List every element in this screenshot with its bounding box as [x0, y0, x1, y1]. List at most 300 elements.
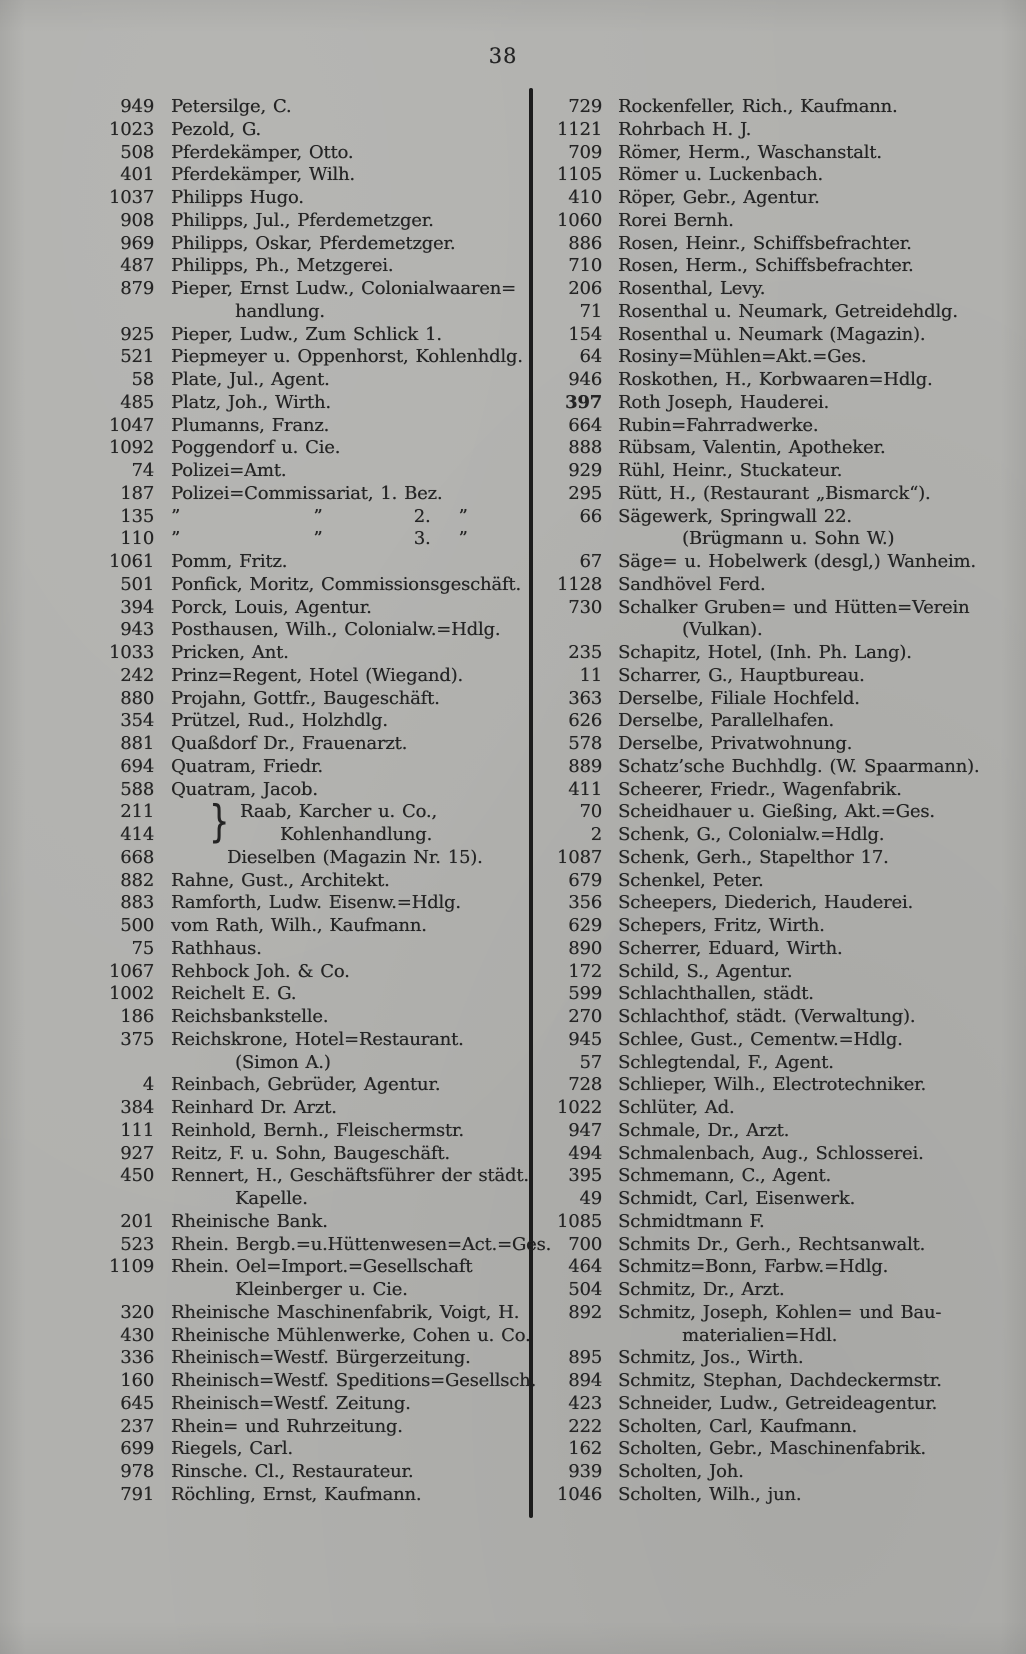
entry-text: Schlegtendal, F., Agent.: [618, 1051, 834, 1073]
entry-text: Reinhard Dr. Arzt.: [171, 1097, 337, 1118]
directory-entry: [552, 415, 1014, 438]
directory-entry: [552, 756, 1014, 779]
directory-entry: [84, 210, 530, 233]
directory-entry: [84, 915, 530, 938]
entry-text: Reinbach, Gebrüder, Agentur.: [171, 1074, 441, 1096]
directory-entry: [84, 1279, 530, 1302]
directory-entry: [84, 983, 530, 1006]
entry-number: 75: [131, 937, 154, 959]
entry-number: 1105: [556, 164, 602, 186]
entry-text: Roth Joseph, Hauderei.: [618, 391, 829, 413]
entry-number: 947: [568, 1119, 602, 1141]
entry-text: Scherrer, Eduard, Wirth.: [618, 937, 843, 959]
directory-entry: [84, 233, 530, 256]
entry-text: Dieselben (Magazin Nr. 15).: [227, 846, 483, 868]
directory-entry: [552, 210, 1014, 233]
entry-text: Porck, Louis, Agentur.: [171, 596, 372, 618]
entry-number: 508: [120, 141, 154, 163]
entry-number: 929: [568, 460, 602, 481]
directory-entry: [84, 278, 530, 301]
directory-entry: [84, 779, 530, 802]
entry-text: Schalker Gruben= und Hütten=Verein: [618, 596, 970, 618]
entry-text: Schenk, Gerh., Stapelthor 17.: [618, 846, 889, 868]
entry-number: 110: [120, 528, 154, 550]
entry-text: Rockenfeller, Rich., Kaufmann.: [618, 96, 898, 117]
entry-number: 1067: [108, 960, 154, 982]
directory-entry: [552, 301, 1014, 324]
entry-text: Quatram, Jacob.: [171, 778, 318, 800]
directory-entry: [84, 369, 530, 392]
entry-text: Pezold, G.: [171, 118, 261, 140]
directory-entry: [84, 597, 530, 620]
entry-number: 49: [579, 1188, 602, 1209]
entry-text: Schmemann, C., Agent.: [618, 1165, 831, 1187]
entry-number: 1023: [108, 118, 154, 140]
directory-entry: [552, 597, 1014, 620]
entry-text: Schild, S., Agentur.: [618, 960, 793, 982]
entry-text: Rheinische Mühlenwerke, Cohen u. Co.: [171, 1324, 531, 1346]
entry-number: 521: [120, 346, 154, 368]
directory-entry: [84, 506, 530, 529]
entry-text: Piepmeyer u. Oppenhorst, Kohlenhdlg.: [171, 346, 523, 368]
entry-number: 394: [120, 596, 154, 618]
entry-number: 1047: [108, 414, 154, 436]
entry-number: 700: [568, 1233, 602, 1255]
entry-number: 206: [568, 278, 602, 299]
directory-entry: [84, 824, 530, 847]
directory-entry: [84, 1029, 530, 1052]
entry-text: Scholten, Joh.: [618, 1461, 744, 1482]
entry-number: 160: [120, 1370, 154, 1391]
entry-number: 57: [579, 1051, 602, 1073]
entry-number: 423: [568, 1392, 602, 1414]
entry-number: 67: [579, 551, 602, 572]
entry-number: 363: [568, 687, 602, 709]
entry-number: 1128: [556, 573, 602, 595]
entry-number: 523: [120, 1233, 154, 1255]
entry-text: Schapitz, Hotel, (Inh. Ph. Lang).: [618, 642, 912, 663]
directory-entry: [552, 1006, 1014, 1029]
entry-number: 222: [568, 1415, 602, 1437]
entry-text: Plate, Jul., Agent.: [171, 369, 330, 390]
entry-text: Roskothen, H., Korbwaaren=Hdlg.: [618, 369, 933, 390]
entry-number: 694: [120, 755, 154, 777]
entry-number: 270: [568, 1006, 602, 1027]
directory-entry: [552, 1256, 1014, 1279]
directory-entry: [84, 688, 530, 711]
directory-entry: [84, 847, 530, 870]
entry-text: Scholten, Wilh., jun.: [618, 1483, 802, 1505]
entry-number: 450: [120, 1165, 154, 1187]
entry-text: Reichelt E. G.: [171, 983, 297, 1005]
entry-number: 11: [579, 664, 602, 686]
entry-text: Schmalenbach, Aug., Schlosserei.: [618, 1142, 924, 1164]
directory-entry: [552, 1029, 1014, 1052]
directory-entry: [552, 437, 1014, 460]
entry-number: 946: [568, 369, 602, 390]
directory-entry: [552, 619, 1014, 642]
entry-text: Rhein. Bergb.=u.Hüttenwesen=Act.=Ges.: [171, 1233, 552, 1255]
entry-number: 1037: [108, 187, 154, 208]
directory-entry: [84, 710, 530, 733]
entry-text: Scheidhauer u. Gießing, Akt.=Ges.: [618, 801, 935, 823]
directory-entry: [84, 892, 530, 915]
entry-text: Rheinisch=Westf. Bürgerzeitung.: [171, 1347, 471, 1369]
directory-entry: [84, 1416, 530, 1439]
entry-text: Schatz’sche Buchhdlg. (W. Spaarmann).: [618, 755, 980, 777]
entry-text: Rheinisch=Westf. Zeitung.: [171, 1392, 411, 1414]
directory-entry: [84, 1325, 530, 1348]
entry-text: (Vulkan).: [682, 619, 763, 641]
entry-number: 464: [568, 1256, 602, 1278]
entry-number: 1033: [108, 642, 154, 663]
directory-entry: [552, 1052, 1014, 1075]
entry-text: Quaßdorf Dr., Frauenarzt.: [171, 733, 408, 754]
entry-text: Rhein. Oel=Import.=Gesellschaft: [171, 1256, 473, 1278]
entry-number: 320: [120, 1301, 154, 1323]
entry-text: Rosen, Heinr., Schiffsbefrachter.: [618, 232, 912, 254]
entry-number: 410: [568, 187, 602, 208]
entry-number: 1022: [556, 1097, 602, 1118]
entry-text: Römer, Herm., Waschanstalt.: [618, 141, 882, 163]
entry-number: 2: [590, 824, 602, 845]
entry-number: 211: [120, 801, 154, 823]
entry-number: 668: [120, 846, 154, 868]
entry-text: Schmitz, Stephan, Dachdeckermstr.: [618, 1370, 942, 1391]
entry-text: Scholten, Gebr., Maschinenfabrik.: [618, 1438, 926, 1460]
entry-number: 74: [131, 460, 154, 481]
entry-text: Sägewerk, Springwall 22.: [618, 505, 852, 527]
entry-text: Platz, Joh., Wirth.: [171, 391, 331, 413]
entry-text: Rathhaus.: [171, 937, 262, 959]
directory-entry: [84, 119, 530, 142]
entry-text: Poggendorf u. Cie.: [171, 437, 341, 459]
entry-number: 629: [568, 915, 602, 936]
entry-text: Schlüter, Ad.: [618, 1097, 735, 1118]
directory-entry: [552, 187, 1014, 210]
entry-text: Römer u. Luckenbach.: [618, 164, 823, 186]
entry-text: Derselbe, Privatwohnung.: [618, 733, 853, 754]
entry-text: Ramforth, Ludw. Eisenw.=Hdlg.: [171, 892, 461, 914]
entry-number: 162: [568, 1438, 602, 1460]
entry-text: Rhein= und Ruhrzeitung.: [171, 1415, 403, 1437]
entry-text: Philipps, Oskar, Pferdemetzger.: [171, 232, 456, 254]
entry-number: 978: [120, 1461, 154, 1482]
directory-entry: [552, 278, 1014, 301]
entry-text: Rubin=Fahrradwerke.: [618, 414, 819, 436]
entry-text: Prinz=Regent, Hotel (Wiegand).: [171, 664, 463, 686]
directory-entry: [84, 665, 530, 688]
entry-text: Schmidt, Carl, Eisenwerk.: [618, 1188, 856, 1209]
entry-number: 414: [120, 824, 154, 845]
entry-number: 730: [568, 596, 602, 618]
entry-text: Reichskrone, Hotel=Restaurant.: [171, 1028, 464, 1050]
directory-entry: [84, 1484, 530, 1507]
entry-text: Quatram, Friedr.: [171, 755, 323, 777]
directory-entry: [84, 619, 530, 642]
entry-number: 172: [568, 960, 602, 982]
entry-text: Rosiny=Mühlen=Akt.=Ges.: [618, 346, 867, 368]
directory-entry: [552, 1165, 1014, 1188]
entry-number: 430: [120, 1324, 154, 1346]
entry-number: 411: [568, 778, 602, 800]
entry-text: Rheinische Bank.: [171, 1210, 328, 1232]
directory-entry: [552, 915, 1014, 938]
entry-text: Pomm, Fritz.: [171, 551, 288, 572]
entry-text: Kleinberger u. Cie.: [235, 1279, 408, 1300]
entry-number: 880: [120, 687, 154, 709]
directory-entry: [552, 824, 1014, 847]
entry-number: 71: [579, 300, 602, 322]
directory-entry: [552, 551, 1014, 574]
entry-text: Scharrer, G., Hauptbureau.: [618, 664, 865, 686]
directory-entry: [552, 961, 1014, 984]
entry-text: Rinsche. Cl., Restaurateur.: [171, 1461, 414, 1482]
entry-text: Kapelle.: [235, 1188, 308, 1209]
entry-number: 889: [568, 755, 602, 777]
directory-entry: [552, 779, 1014, 802]
entry-number: 709: [568, 141, 602, 163]
directory-entry: [84, 1143, 530, 1166]
entry-text: Polizei=Amt.: [171, 460, 287, 481]
entry-text: Projahn, Gottfr., Baugeschäft.: [171, 687, 440, 709]
directory-entry: [84, 164, 530, 187]
directory-entry: [552, 1325, 1014, 1348]
directory-entry: [552, 1484, 1014, 1507]
entry-text: Posthausen, Wilh., Colonialw.=Hdlg.: [171, 619, 501, 641]
entry-text: ” ” 2. ”: [171, 505, 468, 527]
entry-text: Röper, Gebr., Agentur.: [618, 187, 820, 208]
entry-text: Schmitz, Dr., Arzt.: [618, 1279, 785, 1300]
entry-number: 395: [568, 1165, 602, 1187]
entry-number: 664: [568, 414, 602, 436]
entry-number: 237: [120, 1415, 154, 1437]
entry-text: Philipps, Jul., Pferdemetzger.: [171, 209, 434, 231]
entry-number: 384: [120, 1097, 154, 1118]
directory-entry: [84, 301, 530, 324]
directory-entry: [84, 1347, 530, 1370]
directory-entry: [552, 688, 1014, 711]
entry-text: Rehbock Joh. & Co.: [171, 960, 350, 982]
entry-number: 949: [120, 96, 154, 117]
entry-number: 1046: [556, 1483, 602, 1505]
entry-number: 945: [568, 1028, 602, 1050]
entry-number: 890: [568, 937, 602, 959]
entry-text: (Brügmann u. Sohn W.): [682, 528, 895, 550]
directory-entry: [552, 665, 1014, 688]
directory-entry: [84, 733, 530, 756]
entry-text: Scheepers, Diederich, Hauderei.: [618, 892, 913, 914]
entry-text: Petersilge, C.: [171, 96, 292, 117]
directory-entry: [84, 255, 530, 278]
entry-text: Raab, Karcher u. Co.,: [240, 801, 437, 823]
entry-number: 354: [120, 710, 154, 732]
entry-text: Schmits Dr., Gerh., Rechtsanwalt.: [618, 1233, 926, 1255]
directory-entry: [552, 1279, 1014, 1302]
directory-entry: [552, 1370, 1014, 1393]
entry-text: ” ” 3. ”: [171, 528, 468, 550]
directory-entry: [552, 1393, 1014, 1416]
directory-entry: [84, 460, 530, 483]
entry-text: Schmidtmann F.: [618, 1210, 765, 1232]
entry-number: 879: [120, 278, 154, 299]
directory-entry: [84, 392, 530, 415]
directory-entry: [552, 983, 1014, 1006]
entry-number: 599: [568, 983, 602, 1005]
entry-text: Röchling, Ernst, Kaufmann.: [171, 1483, 422, 1505]
directory-entry: [84, 528, 530, 551]
entry-number: 626: [568, 710, 602, 732]
page-number: 38: [488, 44, 518, 68]
entry-text: Ponfick, Moritz, Commissionsgeschäft.: [171, 573, 521, 595]
entry-text: Pferdekämper, Wilh.: [171, 164, 355, 186]
entry-number: 908: [120, 209, 154, 231]
directory-entry: [552, 119, 1014, 142]
entry-number: 111: [120, 1119, 154, 1141]
entry-number: 892: [568, 1301, 602, 1323]
entry-text: Pferdekämper, Otto.: [171, 141, 354, 163]
entry-text: Scheerer, Friedr., Wagenfabrik.: [618, 778, 902, 800]
directory-entry: [552, 1211, 1014, 1234]
directory-entry: [84, 142, 530, 165]
directory-entry: [552, 1234, 1014, 1257]
entry-number: 500: [120, 915, 154, 936]
entry-number: 1061: [108, 551, 154, 572]
entry-number: 4: [142, 1074, 154, 1096]
entry-number: 679: [568, 869, 602, 891]
entry-text: Schmitz, Joseph, Kohlen= und Bau-: [618, 1301, 942, 1323]
entry-number: 710: [568, 255, 602, 277]
entry-text: Derselbe, Filiale Hochfeld.: [618, 687, 860, 709]
entry-number: 494: [568, 1142, 602, 1164]
entry-number: 401: [120, 164, 154, 186]
right-column: [552, 96, 1014, 1507]
directory-entry: [552, 801, 1014, 824]
directory-entry: [84, 1370, 537, 1393]
directory-entry: [84, 346, 530, 369]
directory-entry: [84, 1438, 530, 1461]
directory-entry: [84, 938, 530, 961]
entry-number: 882: [120, 869, 154, 891]
directory-entry: [552, 574, 1014, 597]
directory-entry: [552, 460, 1014, 483]
entry-text: Schenkel, Peter.: [618, 869, 764, 891]
entry-text: Polizei=Commissariat, 1. Bez.: [171, 482, 443, 504]
entry-text: Scholten, Carl, Kaufmann.: [618, 1415, 857, 1437]
entry-text: Schlachthof, städt. (Verwaltung).: [618, 1006, 916, 1027]
entry-text: Reichsbankstelle.: [171, 1006, 329, 1027]
directory-entry: [84, 1120, 530, 1143]
directory-entry: [552, 255, 1014, 278]
entry-number: 64: [579, 346, 602, 368]
entry-text: Reitz, F. u. Sohn, Baugeschäft.: [171, 1142, 450, 1164]
directory-entry: [552, 733, 1014, 756]
entry-text: Säge= u. Hobelwerk (desgl,) Wanheim.: [618, 551, 976, 572]
entry-number: 186: [120, 1006, 154, 1027]
directory-entry: [84, 642, 530, 665]
entry-number: 70: [579, 801, 602, 823]
directory-entry: [84, 1461, 530, 1484]
directory-entry: [84, 1097, 530, 1120]
entry-number: 242: [120, 664, 154, 686]
directory-entry: [84, 1393, 530, 1416]
entry-number: 1087: [556, 846, 602, 868]
directory-entry: [552, 528, 1014, 551]
entry-text: materialien=Hdl.: [682, 1324, 838, 1346]
directory-entry: [84, 574, 530, 597]
directory-entry: [84, 437, 530, 460]
entry-text: Rahne, Gust., Architekt.: [171, 869, 390, 891]
directory-entry: [552, 233, 1014, 256]
directory-entry: [84, 324, 530, 347]
entry-number: 487: [120, 255, 154, 277]
entry-text: Rosen, Herm., Schiffsbefrachter.: [618, 255, 914, 277]
entry-text: Schlachthallen, städt.: [618, 983, 814, 1005]
directory-entry: [84, 1233, 552, 1257]
entry-text: Philipps, Ph., Metzgerei.: [171, 255, 394, 277]
directory-entry: [84, 187, 530, 210]
directory-entry: [552, 483, 1014, 506]
entry-number: 187: [120, 482, 154, 504]
entry-number: 154: [568, 323, 602, 345]
entry-text: Schmitz, Jos., Wirth.: [618, 1347, 804, 1369]
entry-text: vom Rath, Wilh., Kaufmann.: [171, 915, 427, 936]
entry-number: 201: [120, 1210, 154, 1232]
entry-number: 729: [568, 96, 602, 117]
entry-text: Derselbe, Parallelhafen.: [618, 710, 834, 732]
directory-entry: [552, 870, 1014, 893]
entry-text: Pieper, Ludw., Zum Schlick 1.: [171, 323, 442, 345]
entry-number: 356: [568, 892, 602, 914]
directory-entry: [84, 961, 530, 984]
directory-entry: [84, 96, 530, 119]
directory-entry: [84, 1006, 530, 1029]
entry-text: Plumanns, Franz.: [171, 414, 330, 436]
directory-entry: [552, 346, 1014, 369]
directory-entry: [552, 1302, 1014, 1325]
entry-number: 699: [120, 1438, 154, 1460]
entry-text: Rosenthal, Levy.: [618, 278, 766, 299]
entry-number: 645: [120, 1392, 154, 1414]
directory-entry: [552, 892, 1014, 915]
directory-entry: [552, 324, 1014, 347]
entry-text: Schmitz=Bonn, Farbw.=Hdlg.: [618, 1256, 889, 1278]
entry-text: Schlieper, Wilh., Electrotechniker.: [618, 1074, 926, 1096]
entry-number: 58: [131, 369, 154, 390]
entry-text: Rütt, H., (Restaurant „Bismarck“).: [618, 482, 931, 504]
directory-entry: [84, 1211, 530, 1234]
entry-number: 397: [565, 391, 602, 413]
entry-number: 504: [568, 1279, 602, 1300]
entry-text: Riegels, Carl.: [171, 1438, 293, 1460]
entry-text: Sandhövel Ferd.: [618, 573, 766, 595]
entry-number: 1092: [108, 437, 154, 459]
entry-text: Philipps Hugo.: [171, 187, 304, 208]
entry-text: Reinhold, Bernh., Fleischermstr.: [171, 1119, 464, 1141]
entry-text: handlung.: [235, 300, 325, 322]
directory-entry: [84, 483, 530, 506]
directory-entry: [84, 756, 530, 779]
entry-text: Rosenthal u. Neumark, Getreidehdlg.: [618, 300, 958, 322]
directory-entry: [552, 1097, 1014, 1120]
entry-number: 1085: [556, 1210, 602, 1232]
entry-number: 886: [568, 232, 602, 254]
entry-number: 235: [568, 642, 602, 663]
directory-entry: [552, 1188, 1014, 1211]
entry-number: 1060: [556, 209, 602, 231]
directory-entry: [552, 1347, 1014, 1370]
entry-number: 295: [568, 482, 602, 504]
